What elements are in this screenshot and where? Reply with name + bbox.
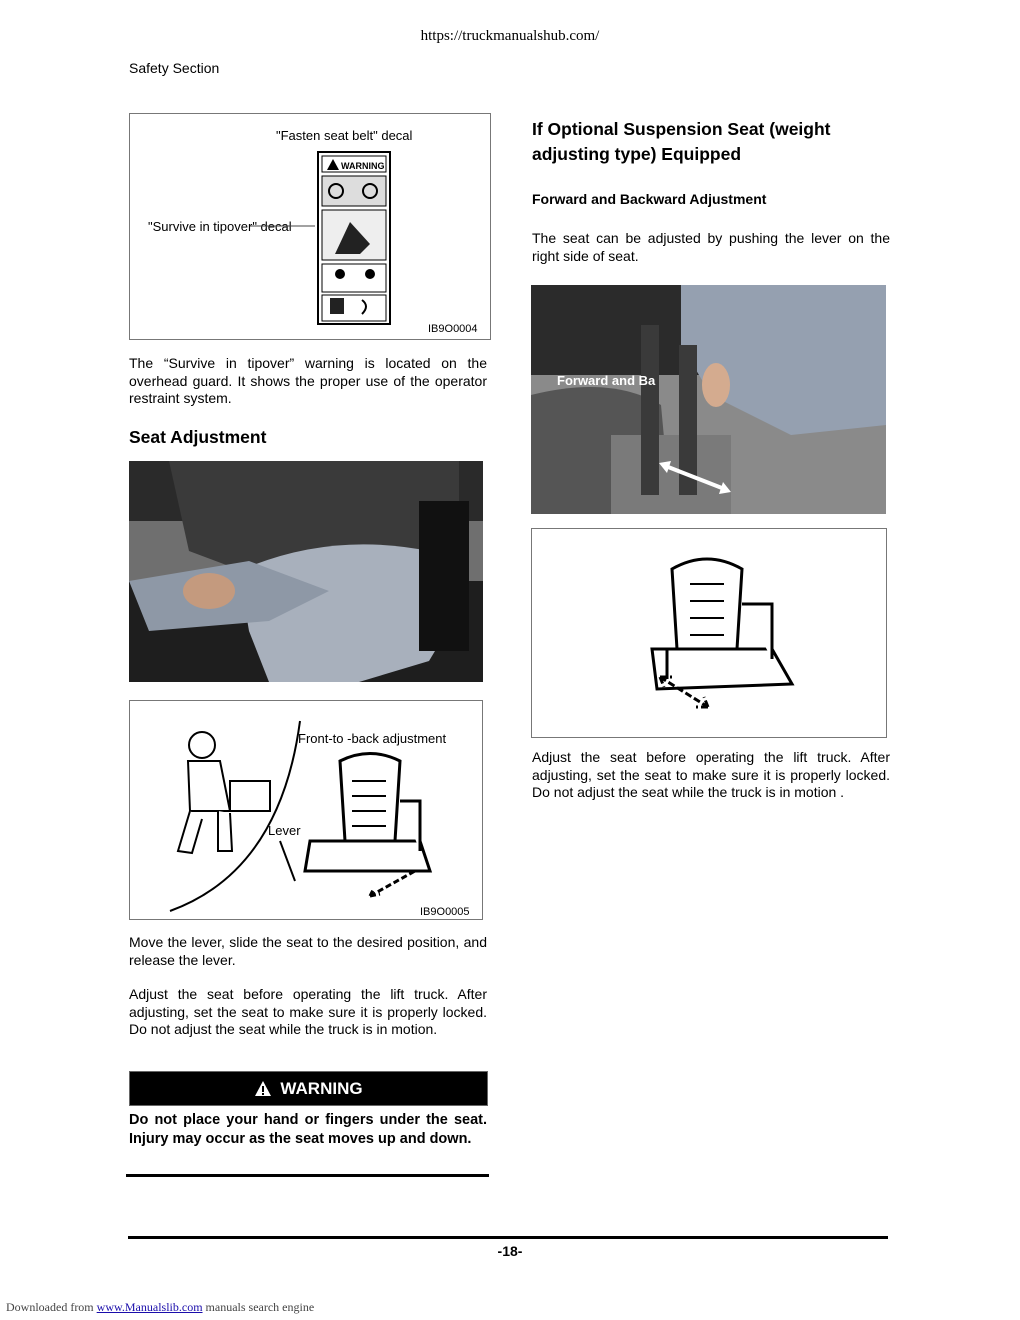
- decal-figure: [129, 113, 491, 340]
- suspension-seat-heading: If Optional Suspension Seat (weight adjusting type) Equipped: [532, 119, 831, 164]
- warning-triangle-icon: [254, 1080, 272, 1097]
- seat-drawing: [305, 754, 430, 872]
- callout-lever: Lever: [268, 823, 301, 838]
- source-url: https://truckmanualshub.com/: [420, 28, 600, 44]
- warning-banner: [129, 1071, 488, 1106]
- forward-backward-subheading: Forward and Backward Adjustment: [532, 191, 767, 207]
- seat-adjustment-heading: Seat Adjustment: [129, 427, 267, 447]
- figure-code: IB9O0004: [428, 323, 478, 335]
- suspension-seat-figure: [531, 528, 887, 738]
- operator-figure: [178, 732, 270, 853]
- callout-survive-tipover: "Survive in tipover" decal: [148, 219, 292, 234]
- front-back-figure: [129, 700, 483, 920]
- seat-photo: [129, 461, 483, 682]
- page-number: -18-: [497, 1243, 523, 1259]
- section-title: Safety Section: [129, 60, 220, 76]
- lever-paragraph: The seat can be adjusted by pushing the lever on the right side of seat.: [532, 230, 890, 264]
- adjust-seat-paragraph: Adjust the seat before operating the lift truck. After adjusting, set the seat to make sure it is properly locked. Do not adjust the seat while the truck is in motion.: [129, 986, 487, 1037]
- footer-prefix: Downloaded from: [6, 1300, 94, 1314]
- tipover-paragraph: The “Survive in tipover” warning is located on the overhead guard. It shows the proper use of the operator restraint system.: [129, 355, 487, 406]
- lever-photo-image: [531, 285, 886, 514]
- front-back-illustration: [130, 701, 482, 919]
- manualslib-link[interactable]: www.Manualslib.com: [96, 1300, 203, 1314]
- callout-front-to-back: Front-to -back adjustment: [298, 731, 447, 746]
- lever-photo: [531, 285, 886, 514]
- warning-title: WARNING: [280, 1078, 363, 1098]
- adjust-suspension-paragraph: Adjust the seat before operating the lift truck. After adjusting, set the seat to make sure it is properly locked. Do not adjust the seat while the truck is in motion .: [532, 749, 890, 800]
- decal-warning-text: WARNING: [341, 161, 385, 171]
- download-footer: [6, 1300, 314, 1315]
- footer-suffix: manuals search engine: [205, 1300, 315, 1314]
- footer-rule: [128, 1236, 888, 1239]
- move-lever-paragraph: Move the lever, slide the seat to the desired position, and release the lever.: [129, 934, 487, 968]
- suspension-seat-illustration: [532, 529, 886, 737]
- seat-photo-image: [129, 461, 483, 682]
- callout-fasten-belt: "Fasten seat belt" decal: [276, 128, 413, 143]
- warning-text: Do not place your hand or fingers under the seat. Injury may occur as the seat moves up and down.: [129, 1112, 487, 1147]
- forward-back-label: Forward and Ba: [557, 373, 656, 388]
- warning-bottom-rule: [126, 1174, 489, 1177]
- warning-decal: [318, 152, 390, 324]
- decal-illustration: [130, 114, 490, 339]
- figure-code: IB9O0005: [420, 906, 470, 918]
